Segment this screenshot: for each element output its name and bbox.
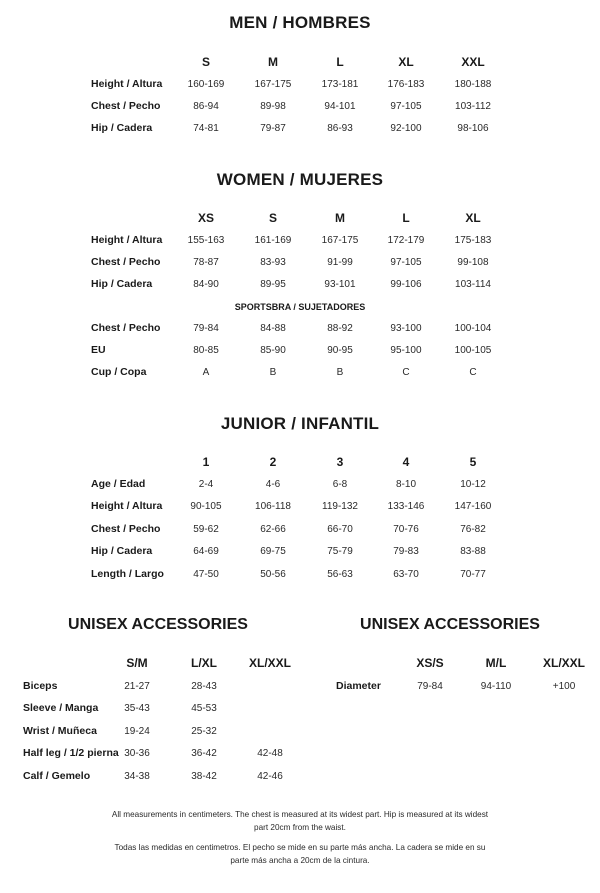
size-header: M: [268, 55, 278, 69]
table-cell: 98-106: [457, 123, 489, 134]
table-cell: 21-27: [124, 681, 150, 692]
table-cell: 88-92: [327, 323, 353, 334]
table-cell: 99-108: [457, 257, 489, 268]
row-label: Length / Largo: [91, 567, 164, 580]
table-cell: 42-48: [257, 748, 283, 760]
row-label: Hip / Cadera: [91, 122, 153, 134]
size-header: M: [335, 211, 345, 225]
accessories-title: UNISEX ACCESSORIES: [68, 616, 248, 633]
table-cell: C: [402, 367, 410, 378]
table-cell: B: [269, 367, 277, 378]
table-cell: 167-175: [321, 235, 359, 246]
table-cell: 89-95: [260, 279, 286, 290]
table-cell: 84-88: [260, 323, 286, 334]
table-cell: 34-38: [124, 770, 150, 782]
row-label: Age / Edad: [91, 478, 146, 490]
table-cell: 59-62: [193, 523, 219, 535]
table-cell: 180-188: [454, 79, 492, 90]
size-header: S/M: [126, 656, 148, 670]
table-cell: 100-104: [454, 323, 492, 334]
size-header: 1: [202, 455, 210, 469]
table-cell: 89-98: [260, 101, 286, 112]
section-title: WOMEN / MUJERES: [216, 170, 384, 189]
table-cell: 161-169: [254, 235, 292, 246]
row-label: Hip / Cadera: [91, 545, 153, 558]
note-spanish: Todas las medidas en centimetros. El pecho se mide en su parte más ancha. La cadera se mide en su parte más ancha a 20cm de la cintura.: [114, 843, 486, 865]
table-cell: 6-8: [332, 479, 348, 490]
table-cell: 85-90: [260, 345, 286, 356]
size-header: 4: [402, 455, 410, 469]
size-header: L: [402, 211, 410, 225]
table-cell: 92-100: [390, 123, 422, 134]
section-title: MEN / HOMBRES: [229, 13, 371, 32]
table-cell: 79-87: [260, 123, 286, 134]
table-cell: 103-114: [455, 279, 491, 290]
table-cell: 83-88: [460, 546, 486, 558]
row-label: Chest / Pecho: [91, 522, 161, 535]
table-cell: 90-105: [190, 501, 222, 513]
size-header: XL/XXL: [542, 656, 585, 670]
row-label: Chest / Pecho: [91, 100, 161, 112]
table-cell: 93-100: [390, 323, 422, 334]
table-cell: 70-76: [393, 523, 419, 535]
table-cell: 155-163: [187, 235, 225, 246]
table-cell: 83-93: [260, 257, 286, 268]
table-cell: 63-70: [393, 568, 419, 580]
row-label: Sleeve / Manga: [23, 702, 99, 715]
row-label: Biceps: [23, 680, 58, 692]
table-cell: 64-69: [193, 546, 219, 558]
table-cell: 4-6: [265, 479, 281, 490]
row-label: Chest / Pecho: [91, 322, 161, 334]
table-cell: 66-70: [327, 523, 353, 535]
table-cell: 147-160: [454, 501, 492, 513]
table-cell: 176-183: [387, 79, 425, 90]
size-header: XS/S: [416, 656, 444, 670]
row-label: Height / Altura: [91, 78, 163, 90]
table-cell: 79-84: [417, 681, 443, 692]
table-cell: 80-85: [193, 345, 219, 356]
table-cell: 84-90: [193, 279, 219, 290]
size-header: S: [201, 55, 210, 69]
size-header: L: [336, 55, 344, 69]
table-cell: 167-175: [254, 79, 292, 90]
row-label: Cup / Copa: [91, 366, 147, 378]
table-cell: +100: [552, 681, 576, 692]
table-cell: 160-169: [187, 79, 225, 90]
table-cell: 76-82: [460, 523, 486, 535]
table-cell: 70-77: [460, 568, 486, 580]
table-cell: 100-105: [454, 345, 492, 356]
table-cell: 8-10: [395, 479, 416, 490]
table-cell: 38-42: [191, 770, 217, 782]
size-header: XL/XXL: [248, 656, 291, 670]
table-cell: 78-87: [193, 257, 219, 268]
table-cell: 90-95: [327, 345, 353, 356]
table-cell: 94-101: [324, 101, 356, 112]
table-cell: 45-53: [191, 703, 217, 715]
table-cell: 62-66: [260, 523, 286, 535]
size-header: 3: [336, 455, 344, 469]
table-cell: 42-46: [257, 770, 283, 782]
table-cell: 99-106: [390, 279, 422, 290]
table-cell: 30-36: [124, 748, 150, 760]
row-label: Height / Altura: [91, 500, 163, 513]
table-cell: 75-79: [327, 546, 353, 558]
table-cell: 175-183: [454, 235, 492, 246]
table-cell: 94-110: [480, 681, 512, 692]
table-cell: A: [202, 367, 210, 378]
table-cell: 91-99: [327, 257, 353, 268]
note-english: All measurements in centimeters. The chest is measured at its widest part. Hip is measured at its widest part 20cm from the waist.: [111, 810, 489, 832]
table-cell: 69-75: [260, 546, 286, 558]
size-header: 5: [469, 455, 477, 469]
size-header: XL: [398, 55, 414, 69]
table-cell: 25-32: [191, 725, 217, 737]
table-cell: 36-42: [191, 748, 217, 760]
section-title: JUNIOR / INFANTIL: [220, 414, 380, 433]
table-cell: 79-84: [193, 323, 219, 334]
table-cell: 173-181: [321, 79, 359, 90]
table-cell: 50-56: [260, 568, 286, 580]
table-cell: 133-146: [387, 501, 425, 513]
size-header: M/L: [485, 656, 507, 670]
table-cell: 172-179: [387, 235, 425, 246]
table-cell: C: [469, 367, 477, 378]
row-label: Height / Altura: [91, 234, 163, 246]
table-cell: 97-105: [390, 101, 422, 112]
table-cell: 28-43: [191, 681, 217, 692]
table-cell: 103-112: [455, 101, 491, 112]
row-label: Hip / Cadera: [91, 278, 153, 290]
table-cell: 2-4: [198, 479, 214, 490]
table-cell: 106-118: [255, 501, 291, 513]
table-cell: 56-63: [327, 568, 353, 580]
table-cell: 19-24: [124, 725, 150, 737]
table-cell: 86-94: [193, 101, 219, 112]
size-header: XXL: [461, 55, 485, 69]
table-cell: 86-93: [327, 123, 353, 134]
size-header: L/XL: [191, 656, 217, 670]
row-label: EU: [91, 344, 106, 356]
size-header: XS: [197, 211, 214, 225]
table-cell: 93-101: [324, 279, 356, 290]
row-label: Half leg / 1/2 pierna: [23, 747, 119, 760]
row-label: Diameter: [336, 680, 381, 692]
table-cell: 10-12: [460, 479, 486, 490]
accessories-title: UNISEX ACCESSORIES: [360, 616, 540, 633]
table-cell: 35-43: [124, 703, 150, 715]
table-cell: 97-105: [390, 257, 422, 268]
table-cell: 47-50: [193, 568, 219, 580]
table-cell: 74-81: [193, 123, 219, 134]
row-label: Wrist / Muñeca: [23, 724, 97, 737]
table-cell: 79-83: [393, 546, 419, 558]
size-header: S: [268, 211, 277, 225]
row-label: Calf / Gemelo: [23, 769, 91, 782]
sportsbra-title: SPORTSBRA / SUJETADORES: [234, 302, 366, 312]
table-cell: 119-132: [322, 501, 358, 513]
table-cell: B: [336, 367, 344, 378]
size-header: 2: [269, 455, 277, 469]
table-cell: 95-100: [390, 345, 422, 356]
size-header: XL: [465, 211, 481, 225]
row-label: Chest / Pecho: [91, 256, 161, 268]
